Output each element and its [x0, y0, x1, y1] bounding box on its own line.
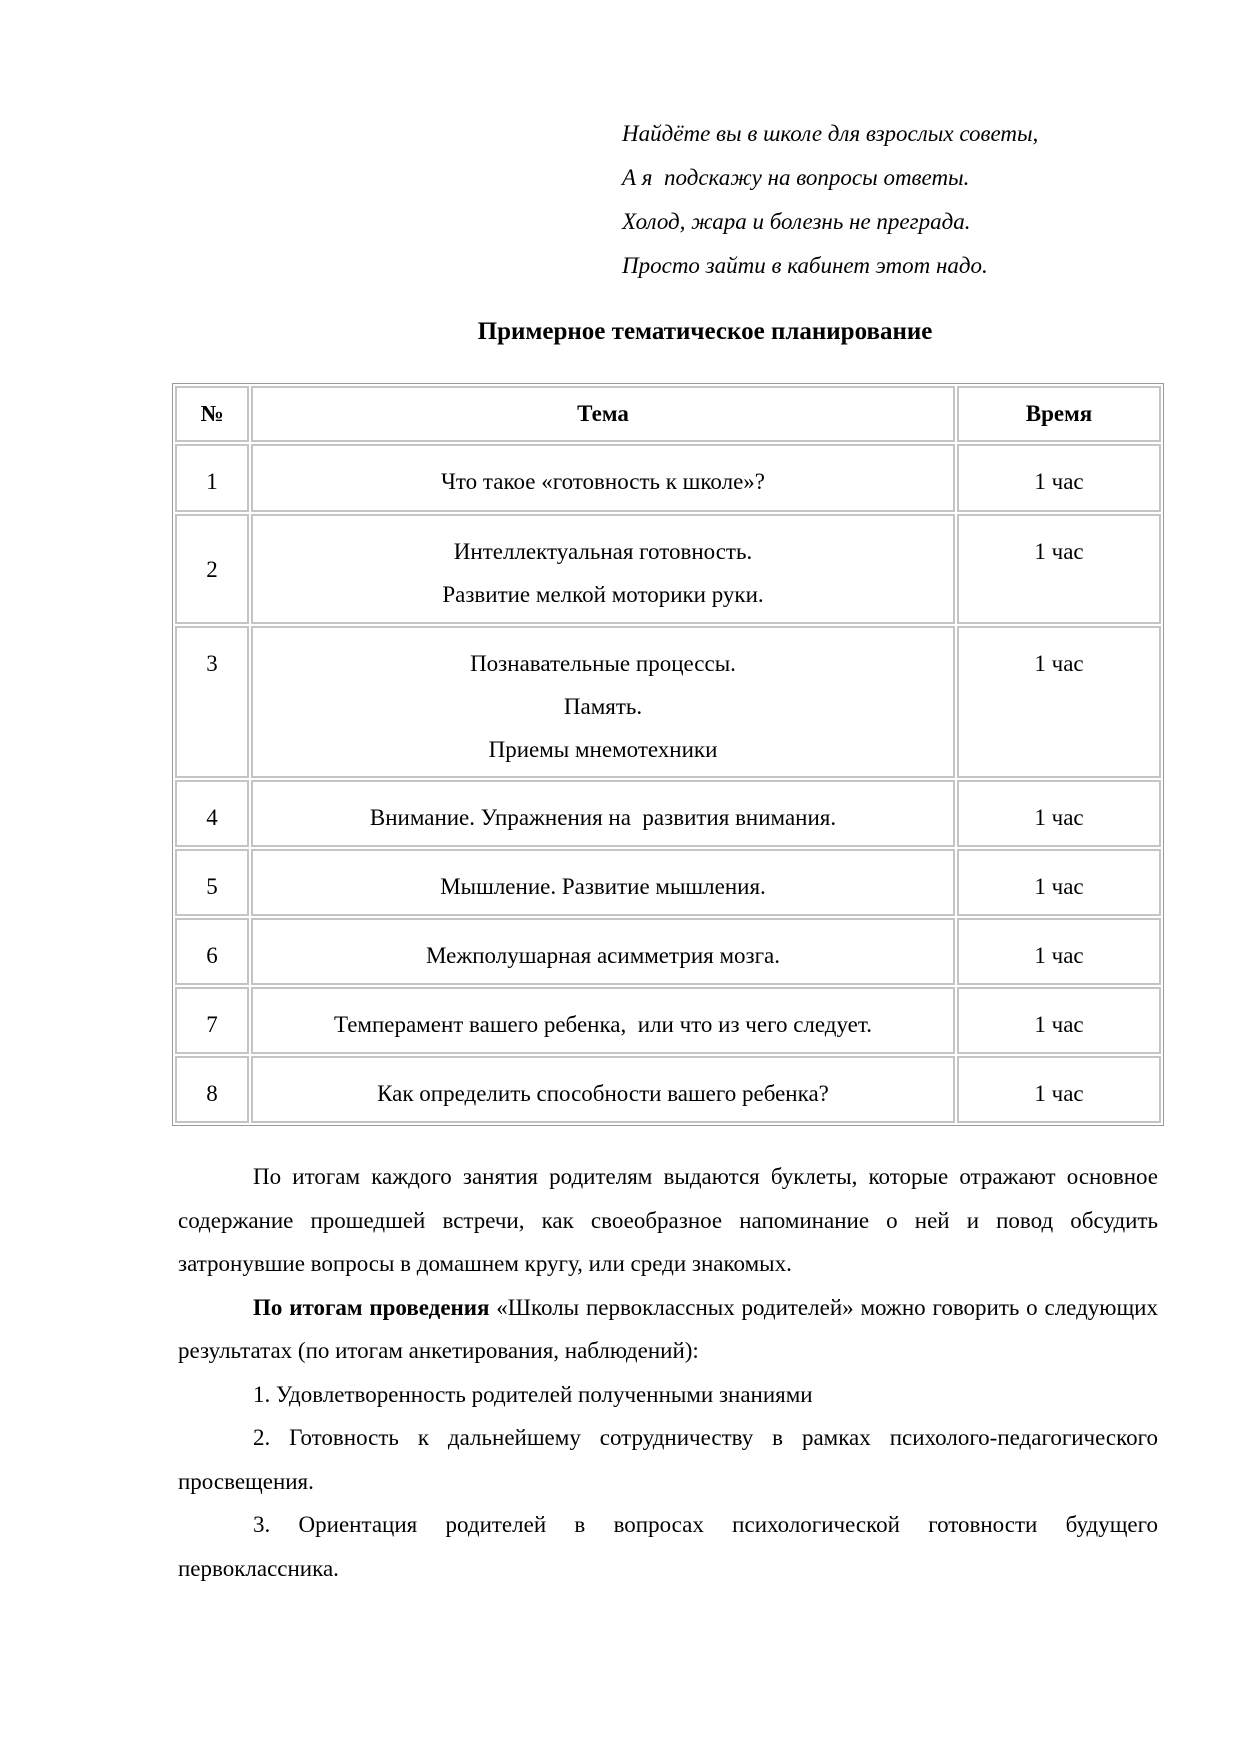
topic-line: Развитие мелкой моторики руки. — [442, 582, 764, 607]
row-num: 5 — [175, 849, 249, 916]
topic-line: Мышление. Развитие мышления. — [440, 874, 766, 899]
page-title: Примерное тематическое планирование — [477, 318, 933, 345]
result-item-3: 3. Ориентация родителей в вопросах психологической готовности будущего первоклассника. — [178, 1512, 1158, 1581]
table-row — [175, 444, 1161, 512]
row-time: 1 час — [957, 626, 1161, 778]
row-topic — [251, 918, 955, 985]
table-row — [175, 1056, 1161, 1123]
result-item-1: 1. Удовлетворенность родителей полученными знаниями — [253, 1381, 813, 1407]
paragraph-booklets: По итогам каждого занятия родителям выдаются буклеты, которые отражают основное содержание прошедшей встречи, как своеобразное напоминание о ней и повод обсудить затронувшие вопросы в домашнем кругу, или среди знакомых. — [178, 1164, 1158, 1276]
epigraph-poem — [622, 112, 1038, 288]
row-time: 1 час — [957, 514, 1161, 624]
poem-line: Найдёте вы в школе для взрослых советы, — [622, 121, 1039, 146]
topic-line: Внимание. Упражнения на развития внимания. — [369, 805, 837, 830]
table-row — [175, 918, 1161, 985]
row-num: 4 — [175, 780, 249, 847]
topic-line: Память. — [563, 694, 643, 719]
row-num: 2 — [175, 514, 249, 624]
header-topic: Тема — [251, 386, 955, 442]
row-time: 1 час — [957, 849, 1161, 916]
row-num: 8 — [175, 1056, 249, 1123]
poem-line: А я подскажу на вопросы ответы. — [622, 165, 970, 190]
topic-line: Что такое «готовность к школе»? — [440, 469, 765, 494]
row-num: 3 — [175, 626, 249, 778]
row-num: 1 — [175, 444, 249, 512]
table-row — [175, 514, 1161, 624]
row-time: 1 час — [957, 444, 1161, 512]
result-item-2: 2. Готовность к дальнейшему сотрудничеству в рамках психолого-педагогического просвещения. — [178, 1425, 1158, 1494]
table-row — [175, 780, 1161, 847]
table-row — [175, 987, 1161, 1054]
topic-line: Приемы мнемотехники — [488, 737, 718, 762]
row-topic — [251, 626, 955, 778]
topic-line: Интеллектуальная готовность. — [453, 539, 753, 564]
row-num: 6 — [175, 918, 249, 985]
poem-line: Холод, жара и болезнь не преграда. — [622, 209, 971, 234]
topic-line: Темперамент вашего ребенка, или что из чего следует. — [334, 1012, 872, 1037]
row-topic — [251, 987, 955, 1054]
thematic-plan-table — [172, 383, 1164, 1126]
table-row — [175, 626, 1161, 778]
paragraph-results-intro — [178, 1286, 1158, 1373]
row-topic — [251, 780, 955, 847]
header-num: № — [175, 386, 249, 442]
table-header-row — [175, 386, 1161, 442]
row-time: 1 час — [957, 987, 1161, 1054]
header-time: Время — [957, 386, 1161, 442]
row-topic — [251, 444, 955, 512]
results-intro-text: «Школы первоклассных родителей» можно говорить о следующих результатах (по итогам анкетирования, наблюдений): — [178, 1294, 1158, 1363]
table-row — [175, 849, 1161, 916]
row-num: 7 — [175, 987, 249, 1054]
poem-line: Просто зайти в кабинет этот надо. — [622, 253, 988, 278]
row-topic — [251, 849, 955, 916]
body-text — [178, 1155, 1158, 1590]
row-topic — [251, 1056, 955, 1123]
row-time: 1 час — [957, 918, 1161, 985]
topic-line: Как определить способности вашего ребенка? — [377, 1081, 829, 1106]
row-time: 1 час — [957, 1056, 1161, 1123]
topic-line: Познавательные процессы. — [470, 651, 736, 676]
bold-lead: По итогам проведения — [253, 1294, 490, 1320]
row-time: 1 час — [957, 780, 1161, 847]
topic-line: Межполушарная асимметрия мозга. — [425, 943, 781, 968]
row-topic — [251, 514, 955, 624]
